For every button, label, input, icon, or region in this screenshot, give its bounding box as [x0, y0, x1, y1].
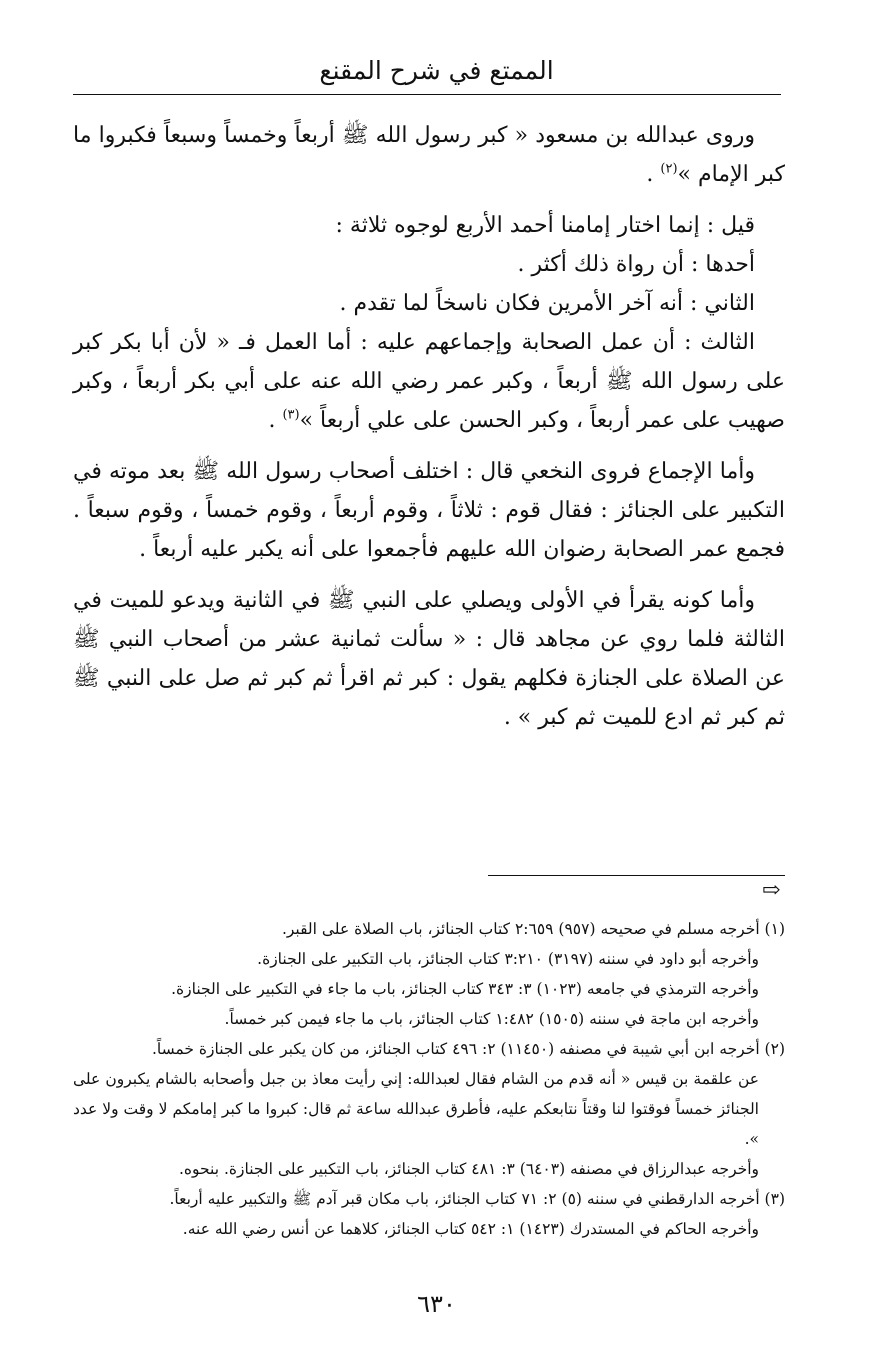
paragraph-6: وأما الإجماع فروى النخعي قال : اختلف أصحاب رسول الله ﷺ بعد موته في التكبير على الجنائز : فقال قوم : ثلاثاً ، وقوم أربعاً ، وقوم خمساً ، وقوم سبعاً . فجمع عمر الصحابة رضوان الله عليهم فأجمعوا على أنه يكبر عليه أربعاً .: [73, 459, 785, 562]
header-rule: [73, 94, 781, 95]
footnote-1-line-3: وأخرجه الترمذي في جامعه (١٠٢٣) ٣: ٣٤٣ كتاب الجنائز، باب ما جاء في التكبير على الجنازة.: [171, 980, 759, 998]
footnotes: [73, 914, 785, 1244]
paragraph-3: أحدها : أن رواة ذلك أكثر .: [517, 252, 755, 277]
paragraph-7: وأما كونه يقرأ في الأولى ويصلي على النبي ﷺ في الثانية ويدعو للميت في الثالثة فلما روي عن مجاهد قال : « سألت ثمانية عشر من أصحاب النبي ﷺ عن الصلاة على الجنازة فكلهم يقول : كبر ثم اقرأ ثم كبر ثم صل على النبي ﷺ ثم كبر ثم ادع للميت ثم كبر » .: [73, 588, 785, 730]
footnote-2: (٢) أخرجه ابن أبي شيبة في مصنفه (١١٤٥٠) ٢: ٤٩٦ كتاب الجنائز، من كان يكبر على الجنازة خمساً.: [151, 1040, 785, 1058]
paragraph-5: [73, 323, 785, 440]
paragraph-1-text: وروى عبدالله بن مسعود « كبر رسول الله ﷺ أربعاً وخمساً وسبعاً فكبروا ما كبر الإمام »: [73, 123, 785, 187]
footnote-1-line-4: وأخرجه ابن ماجة في سننه (١٥٠٥) ١:٤٨٢ كتاب الجنائز، باب ما جاء فيمن كبر خمساً.: [224, 1010, 759, 1028]
footnote-separator: [488, 875, 785, 876]
footnote-2-line-2: عن علقمة بن قيس « أنه قدم من الشام فقال لعبدالله: إني رأيت معاذ بن جبل وأصحابه بالشام يكبرون على الجنائز خمساً فوقتوا لنا وقتاً نتابعكم عليه، فأطرق عبدالله ساعة ثم قال: كبروا ما كبر إمامكم لا وقت ولا عدد ».: [73, 1070, 759, 1148]
paragraph-1: [73, 116, 785, 194]
footnote-1-line-2: وأخرجه أبو داود في سننه (٣١٩٧) ٣:٢١٠ كتاب الجنائز، باب التكبير على الجنازة.: [257, 950, 759, 968]
continuation-arrow-icon: ⇨: [762, 878, 781, 903]
paragraph-5-end: .: [268, 408, 283, 433]
paragraph-1-end: .: [646, 162, 661, 187]
main-text: [73, 116, 785, 737]
footnote-3: (٣) أخرجه الدارقطني في سننه (٥) ٢: ٧١ كتاب الجنائز، باب مكان قبر آدم ﷺ والتكبير عليه أربعاً.: [169, 1190, 785, 1208]
running-header-title: الممتع في شرح المقنع: [319, 56, 554, 85]
paragraph-5-text: الثالث : أن عمل الصحابة وإجماعهم عليه : أما العمل فـ « لأن أبا بكر كبر على رسول الله ﷺ أربعاً ، وكبر عمر رضي الله عنه على أبي بكر أربعاً ، وكبر صهيب على عمر أربعاً ، وكبر الحسن على علي أربعاً »: [73, 330, 785, 433]
footnote-2-line-3: وأخرجه عبدالرزاق في مصنفه (٦٤٠٣) ٣: ٤٨١ كتاب الجنائز، باب التكبير على الجنازة. بنحوه.: [179, 1160, 759, 1178]
footnote-ref-2: (٢): [660, 161, 678, 177]
footnote-1: (١) أخرجه مسلم في صحيحه (٩٥٧) ٢:٦٥٩ كتاب الجنائز، باب الصلاة على القبر.: [281, 920, 785, 938]
paragraph-2: قيل : إنما اختار إمامنا أحمد الأربع لوجوه ثلاثة :: [335, 213, 755, 238]
footnote-ref-3: (٣): [282, 407, 300, 423]
page-number: ٦٣٠: [417, 1290, 456, 1318]
footnote-3-line-2: وأخرجه الحاكم في المستدرك (١٤٢٣) ١: ٥٤٢ كتاب الجنائز، كلاهما عن أنس رضي الله عنه.: [182, 1220, 759, 1238]
paragraph-4: الثاني : أنه آخر الأمرين فكان ناسخاً لما تقدم .: [339, 291, 755, 316]
